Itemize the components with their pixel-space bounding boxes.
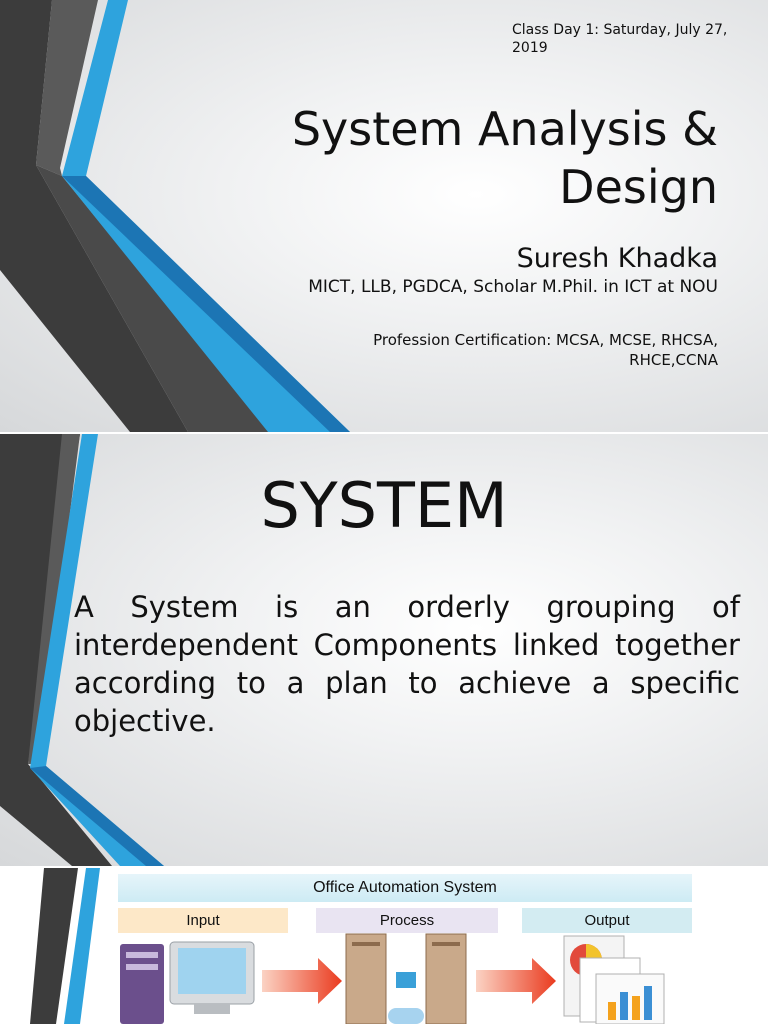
- class-date: Class Day 1: Saturday, July 27, 2019: [512, 22, 728, 56]
- author-name: Suresh Khadka: [516, 243, 718, 274]
- arrow-right-icon: [262, 958, 344, 1004]
- computer-icon: [118, 938, 258, 1024]
- output-header: Output: [522, 908, 692, 933]
- author-certification: Profession Certification: MCSA, MCSE, RHCSA, RHCE,CCNA: [373, 331, 718, 369]
- report-icon: [562, 934, 668, 1024]
- slide-title: SYSTEM: [260, 469, 508, 542]
- arrow-right-icon: [476, 958, 558, 1004]
- title-slide[interactable]: [0, 0, 768, 432]
- server-icon: [344, 932, 468, 1024]
- diagram-banner: Office Automation System: [118, 874, 692, 902]
- decorative-stripes: [0, 868, 120, 1024]
- system-slide[interactable]: [0, 434, 768, 866]
- slide-title: System Analysis & Design: [291, 102, 718, 214]
- office-automation-slide[interactable]: [0, 868, 768, 1024]
- system-definition: A System is an orderly grouping of interdependent Components linked together according to a plan to achieve a specific objective.: [74, 590, 740, 738]
- process-header: Process: [316, 908, 498, 933]
- input-header: Input: [118, 908, 288, 933]
- author-credentials: MICT, LLB, PGDCA, Scholar M.Phil. in ICT at NOU: [308, 277, 718, 297]
